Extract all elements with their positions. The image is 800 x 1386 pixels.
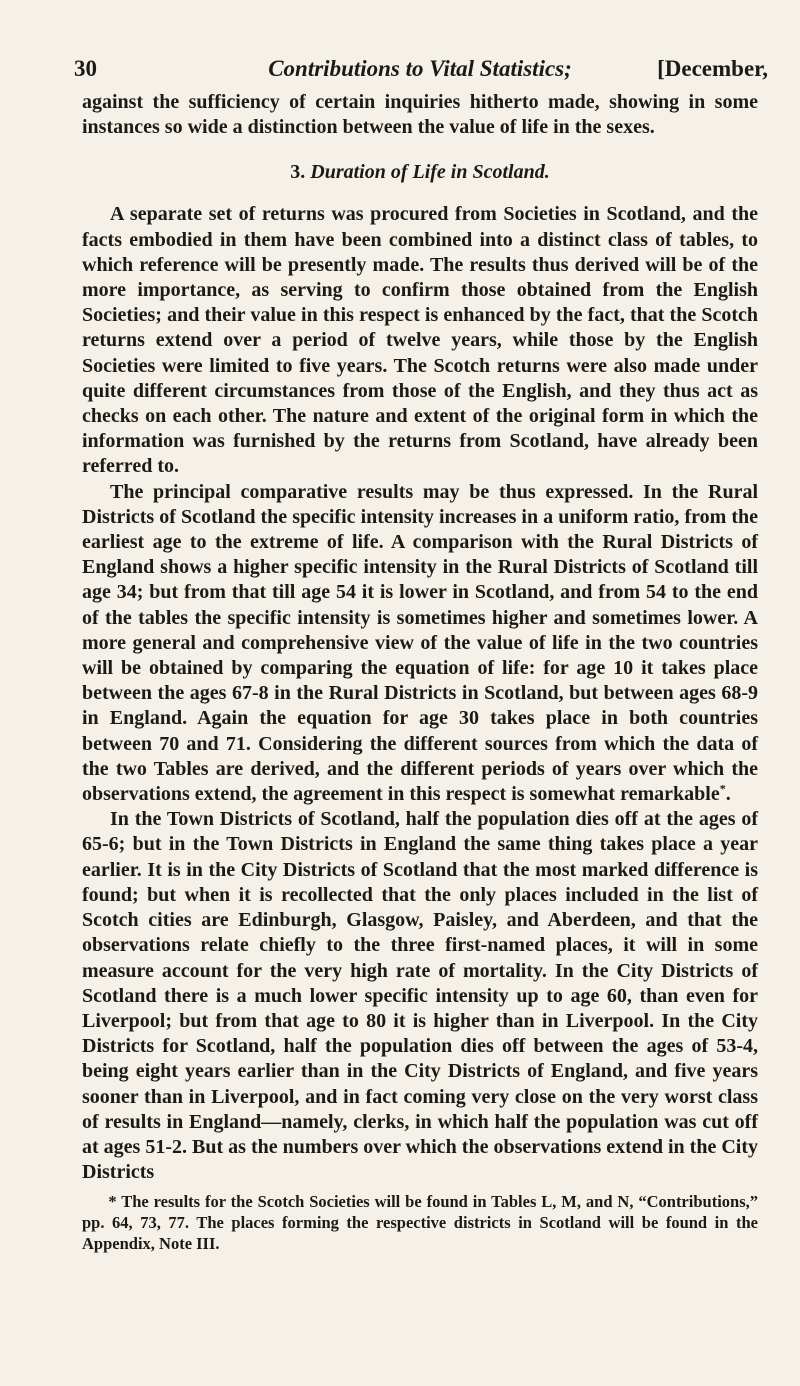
paragraph-returns: A separate set of returns was procured from Societies in Scotland, and the facts embodied in them have been combined into a distinct class of tables, to which reference will be presently made. The results thus derived will be of the more importance, as serving to confirm those obtained from the English Societies; and their value in this respect is enhanced by the fact, that the Scotch returns extend over a period of twelve years, while those by the English Societies were limited to five years. The Scotch returns were also made under quite different circumstances from those of the English, and they thus act as checks on each other. The nature and extent of the original form in which the information was furnished by the returns from Scotland, have already been referred to. [82,203,758,478]
page-header [74,56,768,90]
section-number: 3. [290,161,306,184]
paragraph-comparative-text: The principal comparative results may be thus expressed. In the Rural Districts of Scotland the specific intensity increases in a uniform ratio, from the earliest age to the extreme of life. A comparison with the Rural Districts of England shows a higher specific intensity in the Rural Districts of Scotland till age 34; but from that till age 54 it is lower in Scotland, and from 54 to the end of the tables the specific intensity is sometimes higher and sometimes lower. A more general and comprehensive view of the value of life in the two countries will be obtained by comparing the equation of life: for age 10 it takes place between the ages 67-8 in the Rural Districts in Scotland, but between ages 68-9 in England. Again the equation for age 30 takes place in both countries between 70 and 71. Considering the different sources from which the data of the two Tables are derived, and the different periods of years over which the observations extend, the agreement in this respect is somewhat remarkable [82,480,758,806]
page-number: 30 [74,56,97,81]
running-month: [December, [657,56,768,81]
running-title: Contributions to Vital Statistics; [268,56,572,81]
paragraph-end-period: . [725,783,731,806]
section-heading [82,161,758,184]
footnote-reference: * [719,781,726,796]
footnote [82,1191,758,1254]
paragraph-comparative-results [82,480,758,808]
footnote-text: * The results for the Scotch Societies will be found in Tables L, M, and N, “Contributions,” pp. 64, 73, 77. The places forming the respective districts in Scotland will be found in the Appendix, Note III. [82,1192,758,1254]
section-title: Duration of Life in Scotland. [310,161,550,184]
intro-paragraph: against the sufficiency of certain inquiries hitherto made, showing in some instances so wide a distinction between the value of life in the sexes. [82,91,758,139]
paragraph-town-districts: In the Town Districts of Scotland, half the population dies off at the ages of 65-6; but in the Town Districts in England the same thing takes place a year earlier. It is in the City Districts of Scotland that the most marked difference is found; but when it is recollected that the only places included in the list of Scotch cities are Edinburgh, Glasgow, Paisley, and Aberdeen, and that the observations relate chiefly to the three first-named places, it will in some measure account for the very high rate of mortality. In the City Districts of Scotland there is a much lower specific intensity up to age 60, than even for Liverpool; but from that age to 80 it is higher than in Liverpool. In the City Districts for Scotland, half the population dies off between the ages of 53-4, being eight years earlier than in the City Districts of England, and five years sooner than in Liverpool, and in fact coming very close on the very worst class of results in England—namely, clerks, in which half the population was cut off at ages 51-2. But as the numbers over which the observations extend in the City Districts [82,808,758,1184]
book-page [74,56,768,1254]
